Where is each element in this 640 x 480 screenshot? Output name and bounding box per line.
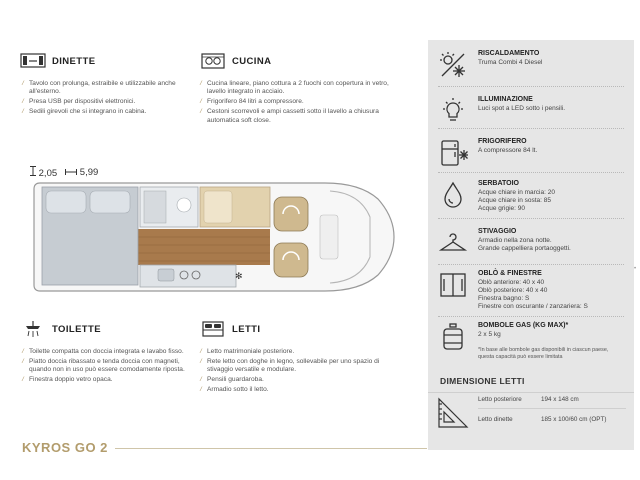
specs-panel [428,40,637,450]
list-item: / Cestoni scorrevoli e ampi cassetti sotto il lavello a chiusura automatica soft close. [200,108,395,125]
spec-title: SERBATOIO [478,180,519,187]
cucina-title: CUCINA [232,55,272,67]
shower-icon [20,320,46,338]
height-value: 2,05 [38,168,58,179]
toilette-list [22,348,187,386]
letti-header [200,320,260,338]
list-item: / Sedili girevoli che si integrano in cabina. [22,108,187,116]
toilette-title: TOILETTE [52,323,101,335]
letti-list [200,348,395,396]
stove-icon [200,52,226,70]
bed-dimension-row [478,396,579,403]
list-item: / Rete letto con doghe in legno, sollevabile per uno spazio di stivaggio versatile e modulare. [200,358,395,375]
window-icon [438,270,468,300]
letti-title: LETTI [232,323,261,335]
spec-title: OBLÒ & FINESTRE [478,270,542,277]
model-name: KYROS GO 2 [22,440,108,455]
dinette-header [20,52,95,70]
fridge-icon [438,138,468,168]
spec-title: STIVAGGIO [478,228,517,235]
divider [438,218,624,219]
spec-title: RISCALDAMENTO [478,50,540,57]
bed-label: Letto posteriore [478,396,522,403]
bed-value: 194 x 148 cm [541,396,579,403]
bed-dimension-row [478,416,607,423]
height-arrow-icon [30,166,36,176]
dinette-title: DINETTE [52,55,96,67]
divider [478,408,626,409]
spec-desc: Acque chiare in marcia: 20 Acque chiare in sosta: 85 Acque grigie: 90 [478,189,555,212]
spec-desc: Oblò anteriore: 40 x 40 Oblò posteriore: 40 x 40 Finestra bagno: S Finestre con oscurante / zanzariera: S [478,279,588,310]
svg-text:✻: ✻ [235,272,243,282]
spec-title: ILLUMINAZIONE [478,96,533,103]
gas-bottle-icon [438,322,468,352]
divider [438,128,624,129]
toilette-header [20,320,101,338]
spec-desc: Armadio nella zona notte. Grande cappelliera portaoggetti. [478,237,571,252]
list-item: / Letto matrimoniale posteriore. [200,348,395,356]
bed-icon [200,320,226,338]
list-item: / Presa USB per dispositivi elettronici. [22,98,187,106]
heating-icon [438,50,468,80]
footer-rule [115,448,427,449]
list-item: / Toilette compatta con doccia integrata e lavabo fisso. [22,348,187,356]
spec-desc: 2 x 5 kg [478,331,501,338]
spec-title: FRIGORIFERO [478,138,527,145]
length-arrow-icon [65,169,77,175]
divider [438,264,624,265]
cucina-list [200,80,395,127]
floor-plan [30,177,398,297]
divider [438,86,624,87]
gas-footnote: *In base alle bombole gas disponibili in ciascun paese, questa capacità può essere limitata [478,347,609,360]
list-item: / Cucina lineare, piano cottura a 2 fuochi con copertura in vetro, lavello integrato in acciaio. [200,80,395,97]
set-square-icon [436,396,470,430]
lightbulb-icon [438,96,468,126]
spec-title: BOMBOLE GAS (KG MAX)* [478,322,569,329]
bed-value: 185 x 100/60 cm (OPT) [541,416,607,423]
list-item: / Finestra doppio vetro opaca. [22,376,187,384]
dinette-list [22,80,187,118]
list-item: / Piatto doccia ribassato e tenda doccia con magneti, quando non in uso può essere comodamente riposta. [22,358,187,375]
length-value: 5,99 [79,167,99,178]
divider [438,316,624,317]
water-drop-icon [438,180,468,210]
side-mark: • [634,266,637,272]
bed-label: Letto dinette [478,416,513,423]
list-item: / Frigorifero 84 litri a compressore. [200,98,395,106]
cucina-header [200,52,271,70]
spec-desc: Luci spot a LED sotto i pensili. [478,105,566,112]
list-item: / Tavolo con prolunga, estraibile e utilizzabile anche all'esterno. [22,80,187,97]
spec-desc: Truma Combi 4 Diesel [478,59,543,66]
list-item: / Pensili guardaroba. [200,376,395,384]
list-item: / Armadio sotto il letto. [200,386,395,394]
divider [438,172,624,173]
spec-desc: A compressore 84 lt. [478,147,538,154]
divider [428,392,634,393]
hanger-icon [438,228,468,258]
dinette-table-icon [20,52,46,70]
dimensione-letti-title: DIMENSIONE LETTI [440,376,525,386]
